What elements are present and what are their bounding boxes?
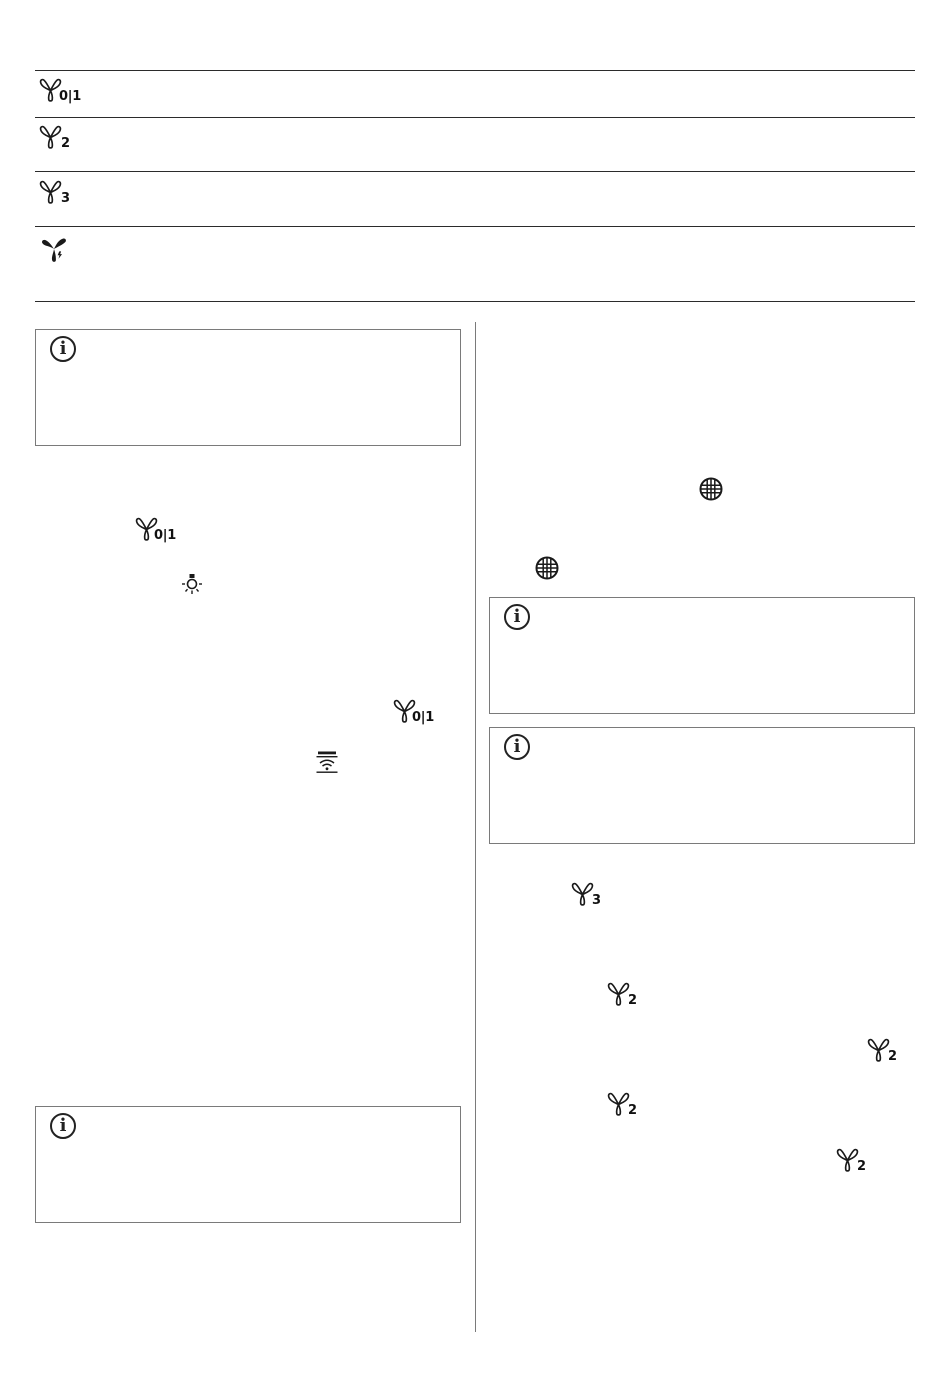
info-icon: i — [504, 604, 530, 630]
info-icon: i — [504, 734, 530, 760]
fan-speed-label: 0|1 — [154, 528, 176, 543]
light-icon — [180, 573, 204, 597]
fan-speed-label: 2 — [888, 1049, 897, 1064]
info-icon: i — [50, 336, 76, 362]
fan-speed-label: 2 — [61, 136, 70, 151]
table-rule — [35, 301, 915, 302]
info-note — [489, 597, 915, 714]
info-note — [489, 727, 915, 844]
grease-filter-icon — [699, 477, 723, 501]
fan-speed-2-icon — [38, 124, 63, 149]
info-note — [35, 329, 461, 446]
table-rule — [35, 70, 915, 71]
column-divider — [475, 322, 476, 1332]
table-rule — [35, 171, 915, 172]
fan-speed-label: 0|1 — [59, 89, 81, 104]
fan-boost-icon — [40, 235, 68, 263]
fan-speed-label: 2 — [857, 1159, 866, 1174]
fan-speed-label: 2 — [628, 1103, 637, 1118]
fan-speed-3-icon — [38, 179, 63, 204]
info-note — [35, 1106, 461, 1223]
table-rule — [35, 226, 915, 227]
info-icon: i — [50, 1113, 76, 1139]
fan-speed-label: 0|1 — [412, 710, 434, 725]
hob2hood-icon — [315, 750, 339, 774]
fan-speed-label: 2 — [628, 993, 637, 1008]
grease-filter-icon — [535, 556, 559, 580]
table-rule — [35, 117, 915, 118]
fan-speed-label: 3 — [61, 191, 70, 206]
fan-speed-label: 3 — [592, 893, 601, 908]
